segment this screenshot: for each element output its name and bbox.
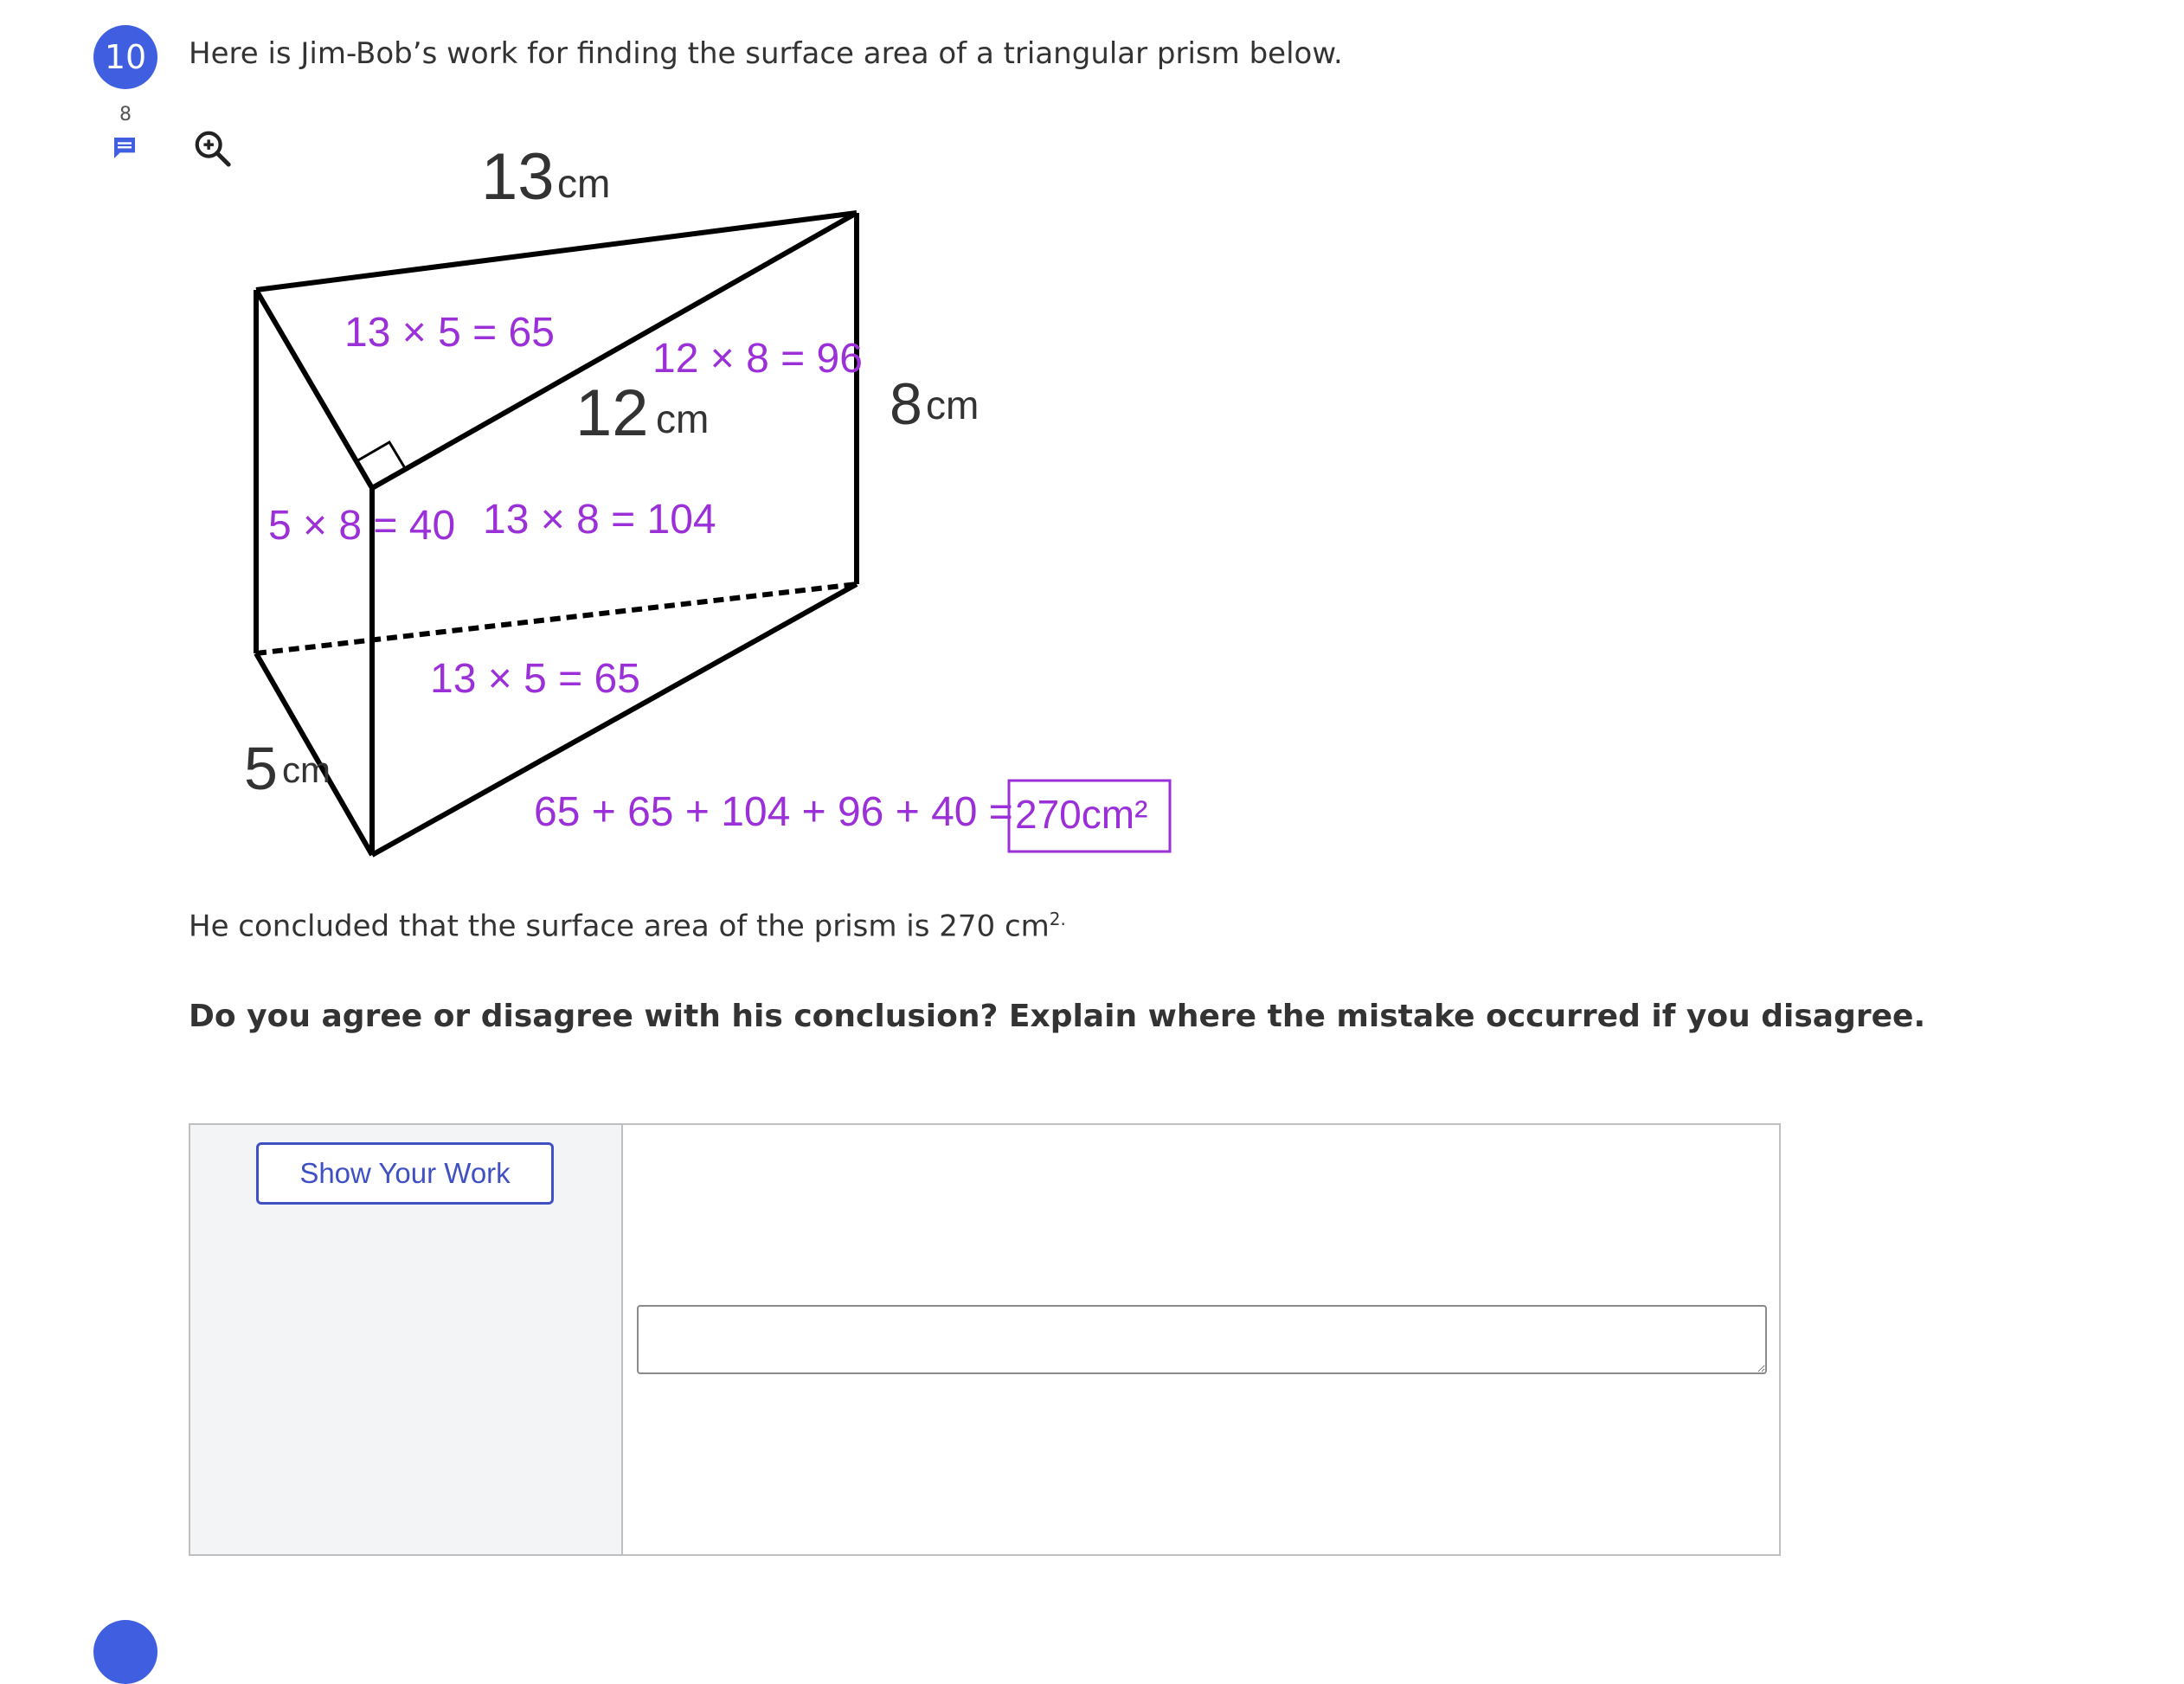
answer-box [189, 1123, 1781, 1556]
work-annotations [268, 310, 1170, 852]
conclusion-main: He concluded that the surface area of the prism is 270 cm [189, 909, 1050, 944]
hidden-edge [256, 584, 857, 653]
show-your-work-button[interactable]: Show Your Work [256, 1142, 554, 1205]
annotation-bottom-triangle: 13 × 5 = 65 [430, 656, 640, 702]
question-number-badge: 10 [93, 25, 157, 89]
response-input[interactable] [637, 1305, 1767, 1374]
prism-figure [225, 138, 1185, 900]
label-12-unit: cm [656, 396, 710, 441]
annotation-left-face: 5 × 8 = 40 [268, 503, 456, 549]
conclusion-text [189, 909, 1066, 943]
dimension-labels [244, 140, 979, 802]
label-12-number: 12 [575, 376, 649, 450]
label-5-unit: cm [282, 749, 331, 790]
annotation-front-face: 13 × 8 = 104 [483, 497, 716, 543]
label-8-unit: cm [926, 382, 980, 427]
annotation-total: 270cm² [1015, 792, 1148, 837]
next-question-badge[interactable] [93, 1620, 157, 1684]
question-prompt: Here is Jim-Bob’s work for finding the surface area of a triangular prism below. [189, 36, 1343, 71]
comment-count: 8 [119, 104, 132, 125]
label-5-number: 5 [244, 735, 278, 802]
annotation-top-triangle: 13 × 5 = 65 [344, 310, 555, 356]
question-ask: Do you agree or disagree with his conclusion? Explain where the mistake occurred if you disagree. [189, 999, 1926, 1034]
right-angle-marker [357, 442, 405, 468]
label-13-number: 13 [481, 140, 555, 214]
annotation-sum: 65 + 65 + 104 + 96 + 40 = [534, 789, 1013, 835]
conclusion-superscript: 2. [1049, 909, 1066, 929]
annotation-back-face: 12 × 8 = 96 [652, 336, 863, 382]
response-pane [623, 1125, 1779, 1554]
label-13-unit: cm [557, 161, 611, 206]
work-pane [190, 1125, 623, 1554]
label-8-number: 8 [890, 371, 922, 437]
comment-icon[interactable] [111, 134, 138, 162]
